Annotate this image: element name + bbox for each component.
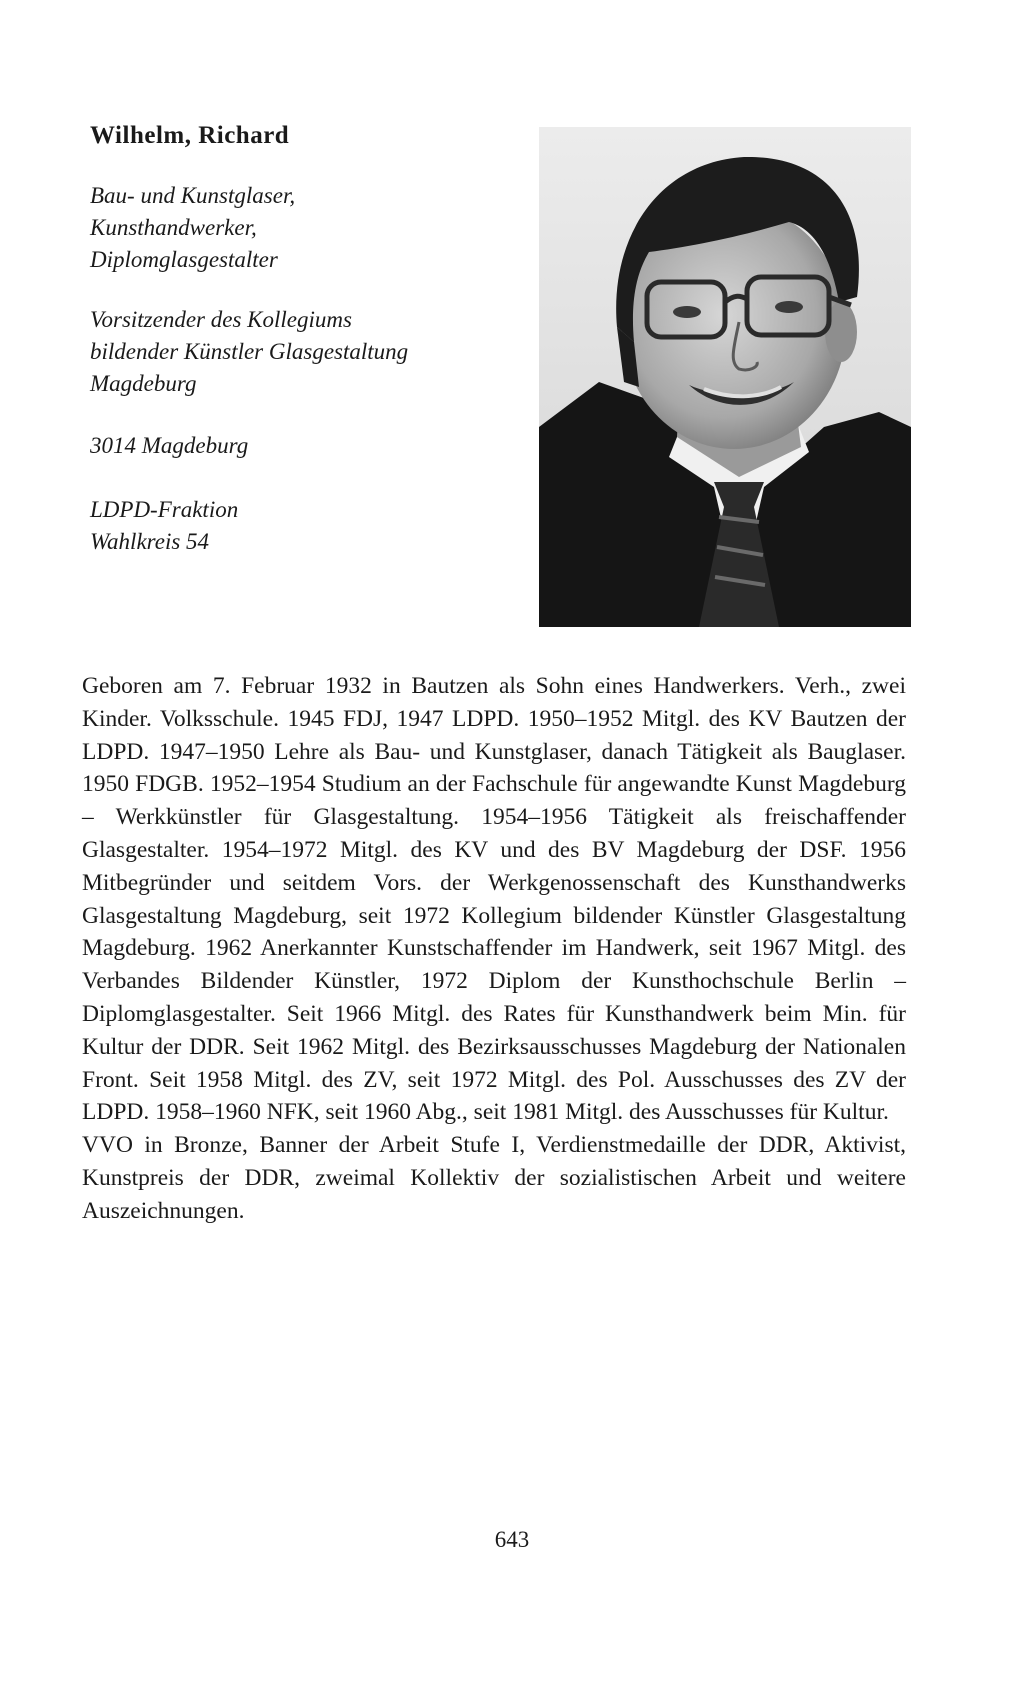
page-number: 643 bbox=[494, 1527, 530, 1552]
profession-line: Bau- und Kunstglaser, bbox=[90, 183, 296, 208]
function-line: Vorsitzender des Kollegiums bbox=[90, 307, 352, 332]
function-block bbox=[90, 304, 530, 400]
person-name: Wilhelm, Richard bbox=[90, 122, 290, 149]
fraction-line: LDPD-Fraktion bbox=[90, 497, 239, 522]
profession-line: Diplomglasgestalter bbox=[90, 247, 278, 272]
awards-text: VVO in Bronze, Banner der Arbeit Stufe I, Verdienstmedaille der DDR, Aktivist, Kunstpreis der DDR, zweimal Kollektiv der sozialistischen Arbeit und weitere Auszeichnungen. bbox=[82, 1132, 906, 1224]
address-block bbox=[90, 430, 530, 462]
fraction-block bbox=[90, 494, 530, 558]
profession-line: Kunsthandwerker, bbox=[90, 215, 257, 240]
address-line: 3014 Magdeburg bbox=[90, 433, 249, 458]
biography bbox=[82, 670, 906, 1228]
profession-block bbox=[90, 180, 530, 276]
function-line: Magdeburg bbox=[90, 371, 197, 396]
constituency-line: Wahlkreis 54 bbox=[90, 529, 210, 554]
portrait-photo bbox=[539, 127, 911, 627]
function-line: bildender Künstler Glasgestaltung bbox=[90, 339, 409, 364]
biography-text: Geboren am 7. Februar 1932 in Bautzen als Sohn eines Handwerkers. Verh., zwei Kinder. Volksschule. 1945 FDJ, 1947 LDPD. 1950–1952 Mitgl. des KV Bautzen der LDPD. 1947–1950 Lehre als Bau- und Kunstglaser, danach Tätigkeit als Bauglaser. 1950 FDGB. 1952–1954 Studium an der Fachschule für angewandte Kunst Magdeburg – Werkkünstler für Glasgestaltung. 1954–1956 Tätigkeit als freischaffender Glasgestalter. 1954–1972 Mitgl. des KV und des BV Magdeburg der DSF. 1956 Mitbegründer und seitdem Vors. der Werkgenossenschaft des Kunsthandwerks Glasgestaltung Magdeburg, seit 1972 Kollegium bildender Künstler Glasgestaltung Magdeburg. 1962 Anerkannter Kunstschaffender im Handwerk, seit 1967 Mitgl. des Verbandes Bildender Künstler, 1972 Diplom der Kunsthochschule Berlin – Diplomglasgestalter. Seit 1966 Mitgl. des Rates für Kunsthandwerk beim Min. für Kultur der DDR. Seit 1962 Mitgl. des Bezirksausschusses Magdeburg der Nationalen Front. Seit 1958 Mitgl. des ZV, seit 1972 Mitgl. des Pol. Ausschusses des ZV der LDPD. 1958–1960 NFK, seit 1960 Abg., seit 1981 Mitgl. des Ausschusses für Kultur. bbox=[82, 673, 906, 1126]
